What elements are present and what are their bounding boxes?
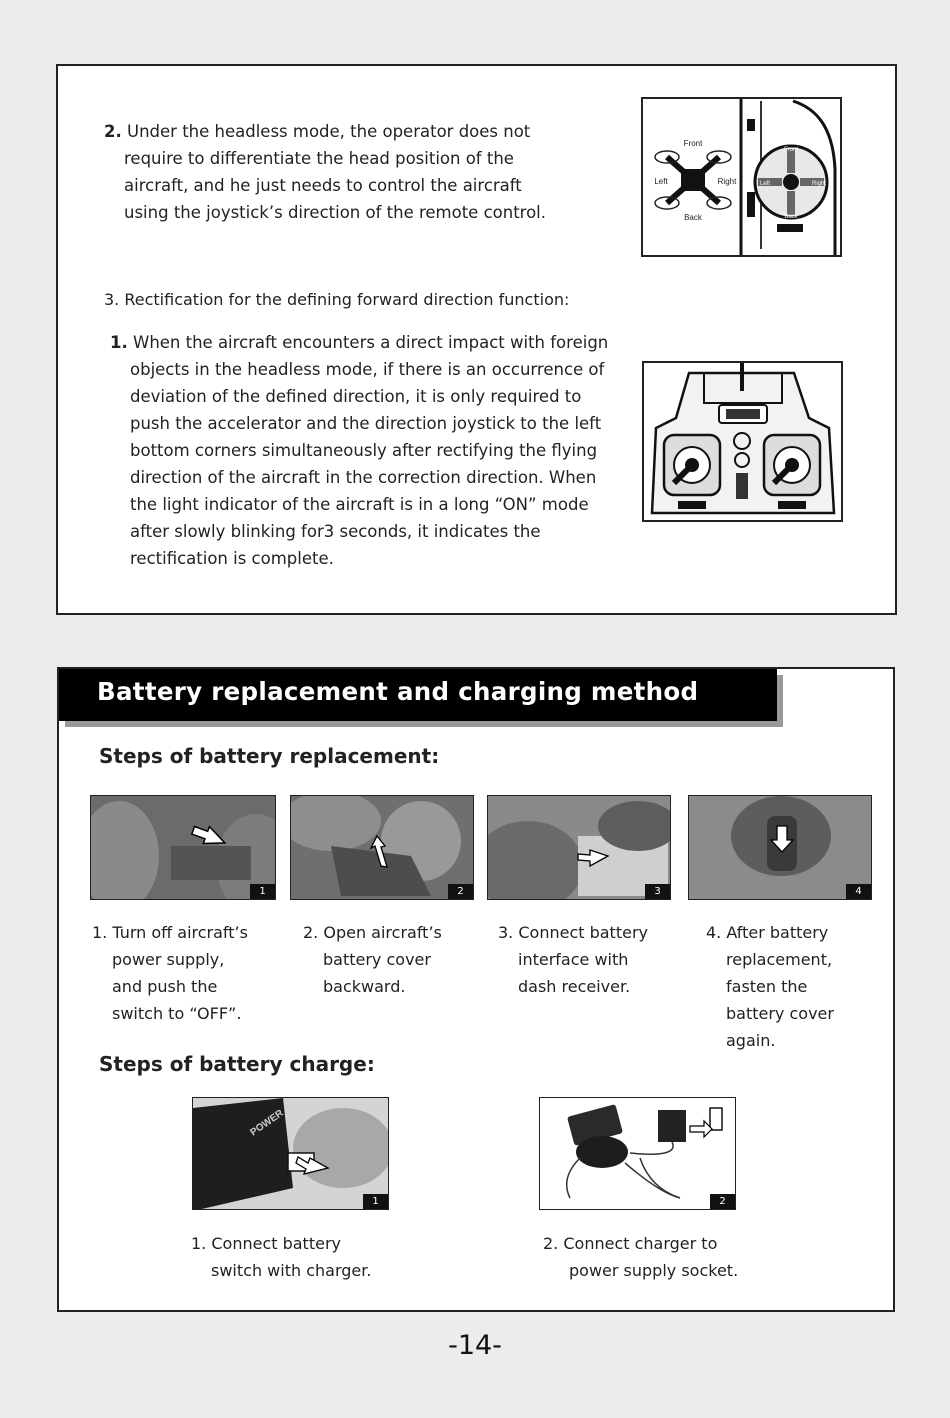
step-line: 1. Connect battery [191, 1234, 341, 1253]
step-line: 3. Connect battery [498, 923, 648, 942]
replacement-heading: Steps of battery replacement: [99, 744, 440, 768]
step-line: battery cover [323, 950, 431, 969]
left-joystick-icon [664, 435, 720, 495]
photo-3-illustration [488, 796, 671, 900]
replacement-step-2-text [303, 919, 442, 1000]
item-2-line: aircraft, and he just needs to control the aircraft [124, 176, 522, 195]
replacement-photo-2 [290, 795, 474, 900]
photo-4-illustration [689, 796, 872, 900]
replacement-photo-4 [688, 795, 872, 900]
item-3-heading [104, 286, 569, 313]
charge-step-2-text [543, 1230, 738, 1284]
step-line: switch to “OFF”. [112, 1004, 242, 1023]
item-3-1-number: 1. [110, 333, 128, 352]
transmitter-illustration [644, 363, 841, 520]
step-line: 2. Connect charger to [543, 1234, 718, 1253]
label-right: Right [717, 177, 737, 186]
step-line: and push the [112, 977, 218, 996]
step-line: replacement, [726, 950, 833, 969]
step-badge: 2 [710, 1194, 735, 1209]
right-joystick-icon [764, 435, 820, 495]
stick-label-left: Left [759, 181, 771, 187]
item-2-number: 2. [104, 122, 122, 141]
item-2-line: require to differentiate the head position of the [124, 149, 514, 168]
stick-label-right: Right [811, 181, 827, 187]
step-line: again. [726, 1031, 776, 1050]
step-line: battery cover [726, 1004, 834, 1023]
step-line: backward. [323, 977, 406, 996]
battery-panel [57, 667, 895, 1312]
plug-icon [658, 1110, 686, 1142]
item-3-1-line: after slowly blinking for3 seconds, it indicates the [130, 522, 541, 541]
step-line: switch with charger. [211, 1261, 372, 1280]
replacement-photo-1 [90, 795, 276, 900]
charge-photo-2 [539, 1097, 736, 1210]
charge-photo-1 [192, 1097, 389, 1210]
step-badge: 1 [363, 1194, 388, 1209]
socket-icon [710, 1108, 722, 1130]
item-3-1-line: rectification is complete. [130, 549, 334, 568]
item-3-1-line: bottom corners simultaneously after rectifying the flying [130, 441, 598, 460]
headless-mode-panel [56, 64, 897, 615]
step-badge: 2 [448, 884, 473, 899]
stick-label-back: Back [784, 214, 798, 220]
step-line: dash receiver. [518, 977, 631, 996]
item-3-heading-text: 3. Rectification for the defining forward direction function: [104, 290, 570, 309]
step-badge: 4 [846, 884, 871, 899]
section-banner [59, 669, 777, 721]
item-2-line: Under the headless mode, the operator does not [127, 122, 531, 141]
charger-icon [576, 1136, 628, 1168]
transmitter-figure [642, 361, 843, 522]
item-3-1-line: the light indicator of the aircraft is in a long “ON” mode [130, 495, 589, 514]
charge-heading: Steps of battery charge: [99, 1052, 375, 1076]
charge-photo-1-illustration [193, 1098, 389, 1210]
power-logo-text: POWER [248, 1107, 286, 1139]
item-3-1-line: push the accelerator and the direction joystick to the left [130, 414, 602, 433]
headless-mode-illustration [643, 99, 840, 255]
item-3-1-text [110, 329, 608, 572]
replacement-step-3-text [498, 919, 648, 1000]
section-title: Battery replacement and charging method [97, 677, 699, 706]
charge-photo-2-illustration [540, 1098, 736, 1210]
replacement-photo-3 [487, 795, 671, 900]
remote-control-icon [741, 99, 840, 255]
step-line: 2. Open aircraft’s [303, 923, 442, 942]
charge-step-1-text [191, 1230, 371, 1284]
item-3-1-line: When the aircraft encounters a direct impact with foreign [133, 333, 609, 352]
step-line: 4. After battery [706, 923, 829, 942]
item-2-text [104, 118, 546, 226]
step-line: interface with [518, 950, 629, 969]
step-line: 1. Turn off aircraft’s [92, 923, 248, 942]
photo-2-illustration [291, 796, 474, 900]
step-badge: 3 [645, 884, 670, 899]
item-2-line: using the joystick’s direction of the remote control. [124, 203, 547, 222]
item-3-1-line: deviation of the defined direction, it is only required to [130, 387, 582, 406]
page-number: -14- [448, 1330, 502, 1361]
label-front: Front [683, 139, 703, 148]
step-line: fasten the [726, 977, 808, 996]
replacement-step-1-text [92, 919, 248, 1027]
step-line: power supply, [112, 950, 225, 969]
label-back: Back [684, 213, 702, 222]
item-3-1-line: direction of the aircraft in the correction direction. When [130, 468, 597, 487]
photo-1-illustration [91, 796, 276, 900]
stick-label-front: Front [783, 147, 799, 153]
item-3-1-line: objects in the headless mode, if there is an occurrence of [130, 360, 605, 379]
replacement-step-4-text [706, 919, 834, 1054]
step-badge: 1 [250, 884, 275, 899]
headless-mode-figure [641, 97, 842, 257]
label-left: Left [654, 177, 668, 186]
step-line: power supply socket. [569, 1261, 739, 1280]
